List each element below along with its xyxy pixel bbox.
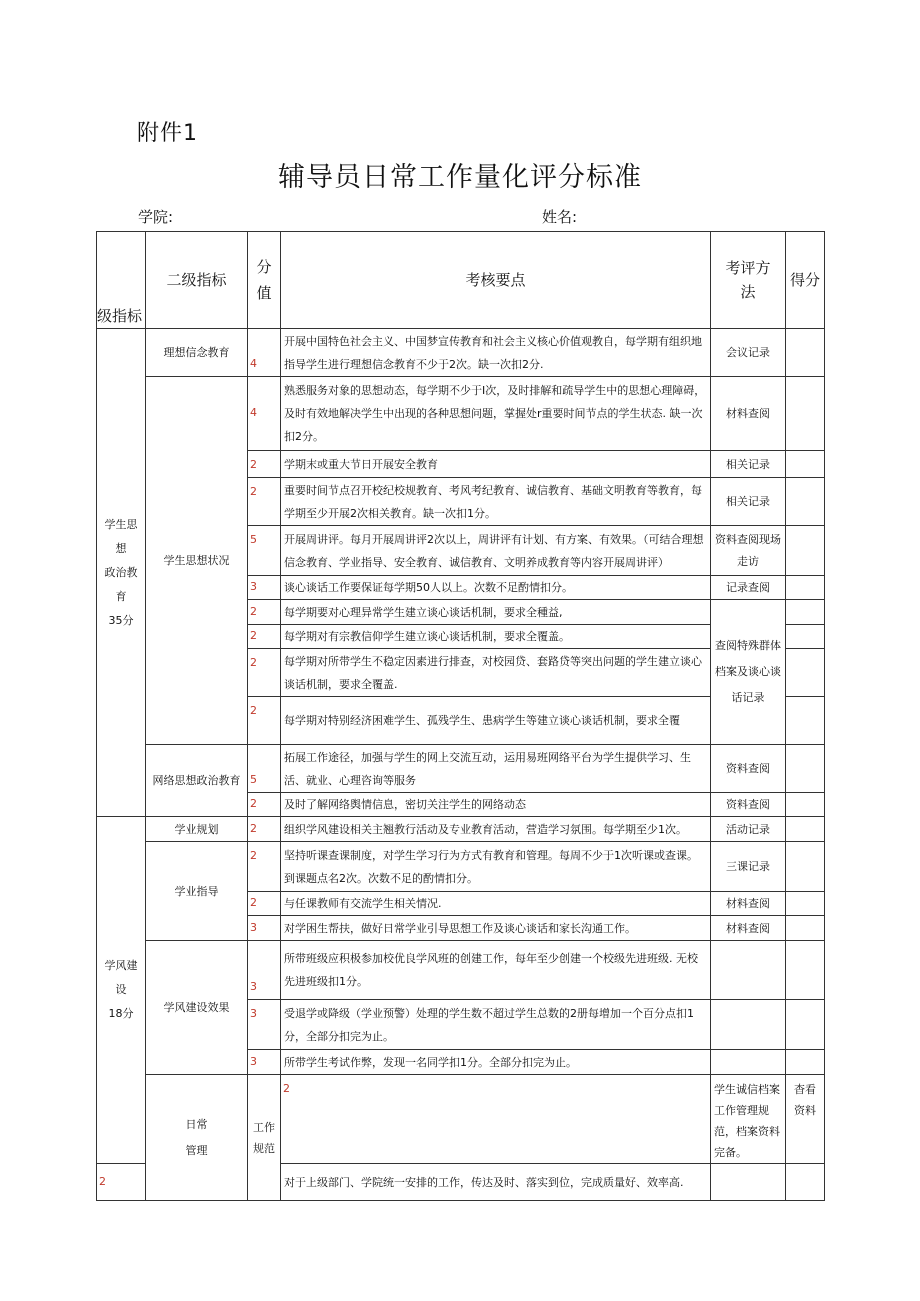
score-cell	[786, 892, 825, 916]
content-cell: 每学期对有宗教信仰学生建立谈心谈话机制，要求全覆盖。	[281, 625, 711, 649]
content-cell: 对学困生帮扶，做好日常学业引导思想工作及谈心谈话和家长沟通工作。	[281, 916, 711, 941]
method-cell	[711, 1164, 786, 1201]
content-cell: 开展周讲评。每月开展周讲评2次以上，周讲评有计划、有方案、有效果。（可结合理想信念教育、学业指导、安全教育、诚信教育、文明养成教育等内容开展周讲评）	[281, 526, 711, 576]
level1-text: 育	[115, 589, 127, 603]
points-cell: 3	[248, 1050, 281, 1075]
points-cell: 5	[248, 526, 281, 576]
table-row	[97, 377, 825, 451]
content-cell: 每学期对特别经济困难学生、孤残学生、患病学生等建立谈心谈话机制，要求全覆	[281, 697, 711, 745]
points-cell: 5	[248, 745, 281, 793]
score-cell	[786, 1050, 825, 1075]
content-cell: 所带班级应积极参加校优良学风班的创建工作，每年至少创建一个校级先进班级. 无校先进班级扣1分。	[281, 941, 711, 1000]
level1-text: 18分	[108, 1007, 134, 1020]
points-cell: 2	[248, 649, 281, 697]
level1-study-style	[97, 817, 146, 1164]
method-cell	[711, 1050, 786, 1075]
points-cell: 2	[248, 478, 281, 526]
points-cell: 2	[248, 793, 281, 817]
header-score: 得分	[786, 232, 825, 329]
points-cell: 2	[248, 842, 281, 892]
header-points-line2: 值	[256, 284, 272, 302]
level1-text: 学生思	[104, 517, 138, 531]
header-level2: 二级指标	[146, 232, 248, 329]
table-row	[97, 817, 825, 842]
score-cell	[786, 941, 825, 1000]
points-cell: 4	[248, 377, 281, 451]
header-method	[711, 232, 786, 329]
points-cell: 4	[248, 329, 281, 377]
score-cell	[786, 745, 825, 793]
points-cell: 3	[248, 576, 281, 600]
method-cell: 材料查阅	[711, 892, 786, 916]
table-row	[97, 329, 825, 377]
level2-cell: 学风建设效果	[146, 941, 248, 1075]
score-cell	[786, 526, 825, 576]
header-method-line1: 考评方	[725, 259, 771, 277]
level2-cell: 工作规范	[248, 1075, 281, 1201]
method-cell: 资料查阅	[711, 793, 786, 817]
scoring-table	[96, 231, 825, 1201]
score-cell	[786, 625, 825, 649]
content-cell: 受退学或降级（学业预警）处理的学生数不超过学生总数的2册每增加一个百分点扣1分，全部分扣完为止。	[281, 1000, 711, 1050]
points-cell: 2	[248, 817, 281, 842]
method-cell: 杳看资料	[786, 1075, 825, 1164]
method-cell: 活动记录	[711, 817, 786, 842]
method-cell	[711, 1000, 786, 1050]
points-cell: 2	[248, 697, 281, 745]
level1-text: 日常	[185, 1117, 208, 1131]
level1-text: 设	[115, 983, 127, 996]
points-cell: 2	[248, 451, 281, 478]
college-label: 学院:	[138, 208, 174, 226]
score-cell	[786, 817, 825, 842]
level1-text: 政治教	[104, 565, 138, 579]
level1-text: 35分	[108, 613, 134, 627]
content-cell: 及时了解网络舆情信息，密切关注学生的网络动态	[281, 793, 711, 817]
method-cell: 资料查阅现场走访	[711, 526, 786, 576]
method-cell: 会议记录	[711, 329, 786, 377]
content-cell: 与任课教师有交流学生相关情况.	[281, 892, 711, 916]
level2-cell: 网络思想政治教育	[146, 745, 248, 817]
points-cell: 2	[281, 1075, 711, 1164]
method-cell: 材料查阅	[711, 916, 786, 941]
method-cell: 相关记录	[711, 478, 786, 526]
method-cell: 资料查阅	[711, 745, 786, 793]
table-row	[97, 1075, 825, 1164]
header-method-line2: 法	[740, 283, 756, 301]
document-title: 辅导员日常工作量化评分标准	[278, 162, 642, 193]
points-cell: 3	[248, 1000, 281, 1050]
header-level1: 级指标	[97, 232, 146, 329]
table-row	[97, 941, 825, 1000]
content-cell: 熟悉服务对象的思想动态，每学期不少于I次，及时排解和疏导学生中的思想心理障碍，及时有效地解决学生中出现的各种思想问题，掌握处r重要时间节点的学生状态. 缺一次扣2分。	[281, 377, 711, 451]
header-points-line1: 分	[256, 258, 272, 276]
level1-daily-management	[146, 1075, 248, 1201]
score-cell	[786, 451, 825, 478]
score-cell	[786, 478, 825, 526]
score-cell	[786, 1000, 825, 1050]
header-key-points: 考核要点	[281, 232, 711, 329]
annex-label: 附件1	[137, 121, 198, 146]
points-cell: 2	[97, 1164, 146, 1201]
level1-text: 学风建	[104, 959, 138, 972]
method-cell: 查阅特殊群体档案及谈心谈话记录	[711, 600, 786, 745]
method-cell: 三课记录	[711, 842, 786, 892]
content-cell: 重要时间节点召开校纪校规教育、考风考纪教育、诚信教育、基础文明教育等教育，每学期至少开展2次相关教育。缺一次扣1分。	[281, 478, 711, 526]
content-cell: 谈心谈话工作要保证每学期50人以上。次数不足酌情扣分。	[281, 576, 711, 600]
content-cell: 拓展工作途径，加强与学生的网上交流互动，运用易班网络平台为学生提供学习、生活、就业、心理咨询等服务	[281, 745, 711, 793]
content-cell: 每学期对所带学生不稳定因素进行排查，对校园贷、套路贷等突出问题的学生建立谈心谈话机制，要求全覆盖.	[281, 649, 711, 697]
content-cell: 学期末或重大节日开展安全教育	[281, 451, 711, 478]
points-cell: 3	[248, 941, 281, 1000]
name-label: 姓名:	[542, 208, 578, 226]
score-cell	[786, 377, 825, 451]
table-row	[97, 745, 825, 793]
score-cell	[786, 600, 825, 625]
level2-cell: 学业规划	[146, 817, 248, 842]
level1-text: 想	[115, 541, 127, 555]
content-cell: 学生诚信档案工作管理规范，档案资料完备。	[711, 1075, 786, 1164]
header-points	[248, 232, 281, 329]
content-cell: 每学期要对心理异常学生建立谈心谈话机制，要求全種益,	[281, 600, 711, 625]
score-cell	[786, 576, 825, 600]
content-cell: 对于上级部门、学院统一安排的工作，传达及时、落实到位，完成质量好、效率高.	[281, 1164, 711, 1201]
score-cell	[786, 697, 825, 745]
content-cell: 所带学生考试作弊，发现一名同学扣1分。全部分扣完为止。	[281, 1050, 711, 1075]
header-row	[97, 232, 825, 329]
score-cell	[786, 793, 825, 817]
method-cell: 相关记录	[711, 451, 786, 478]
content-cell: 开展中国特色社会主义、中国梦宣传教育和社会主义核心价值观教自，每学期有组织地指导学生进行理想信念教育不少于2次。缺一次扣2分.	[281, 329, 711, 377]
score-cell	[786, 1164, 825, 1201]
score-cell	[786, 842, 825, 892]
level2-cell: 理想信念教育	[146, 329, 248, 377]
level2-cell: 学业指导	[146, 842, 248, 941]
method-cell: 材料查阅	[711, 377, 786, 451]
points-cell: 2	[248, 625, 281, 649]
content-cell: 组织学风建设相关主翘教行活动及专业教育活动，营造学习氛围。每学期至少1次。	[281, 817, 711, 842]
method-cell: 记录查阅	[711, 576, 786, 600]
table-row	[97, 842, 825, 892]
score-cell	[786, 916, 825, 941]
score-cell	[786, 649, 825, 697]
level1-text: 管理	[185, 1143, 208, 1157]
score-cell	[786, 329, 825, 377]
points-cell: 2	[248, 892, 281, 916]
method-cell	[711, 941, 786, 1000]
level1-ideology	[97, 329, 146, 817]
points-cell: 2	[248, 600, 281, 625]
level2-cell: 学生思想状况	[146, 377, 248, 745]
content-cell: 坚持听课查课制度，对学生学习行为方式有教育和管理。每周不少于1次听课或查课。到课题点名2次。次数不足的酌情扣分。	[281, 842, 711, 892]
points-cell: 3	[248, 916, 281, 941]
